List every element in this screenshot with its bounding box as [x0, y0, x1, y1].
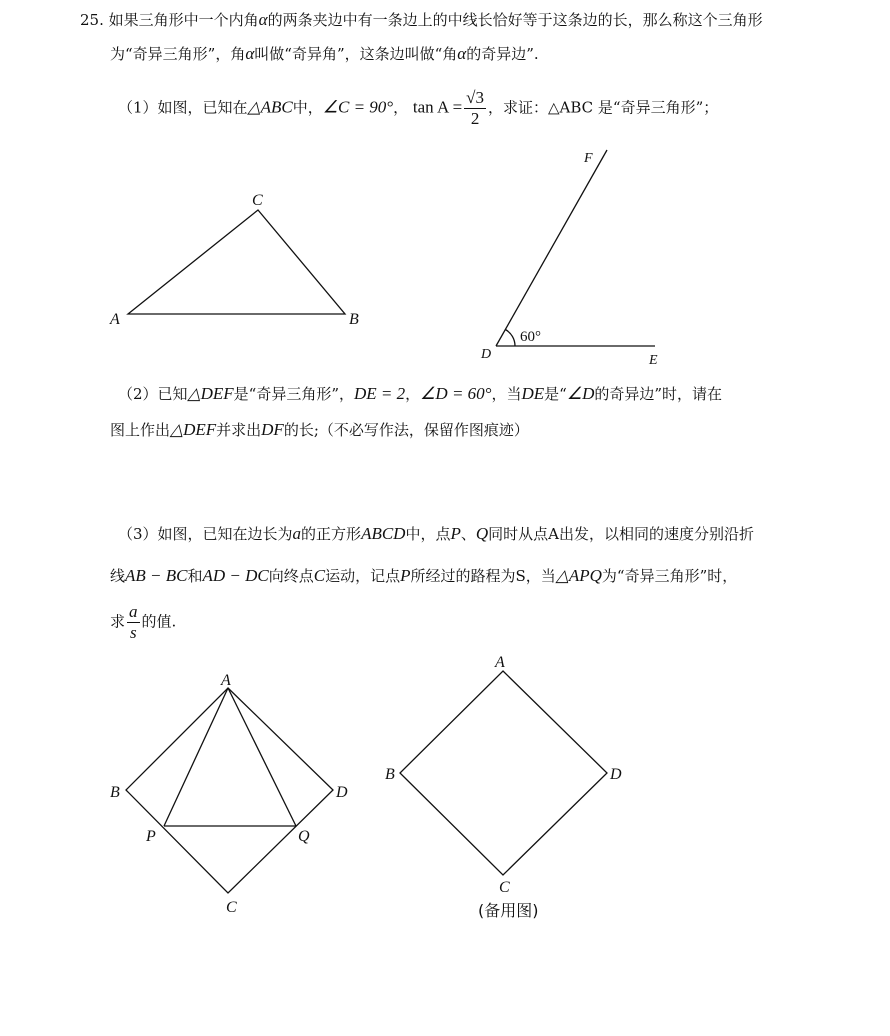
part3-text: 、 [460, 525, 476, 543]
point-p: P [400, 566, 411, 585]
spare-figure-caption: (备用图) [478, 901, 539, 920]
label-d: D [336, 784, 348, 801]
intro-text: 的两条夹边中有一条边上的中线长恰好等于这条边的长，那么称这个三角形 [267, 11, 763, 29]
fraction-denominator: 2 [470, 109, 480, 128]
point-c: C [313, 566, 326, 585]
label-a: A [495, 654, 505, 671]
angle-c-expression: ∠C = 90° [322, 97, 394, 117]
label-d: D [610, 766, 622, 783]
part3-text: （3）如图，已知在边长为 [118, 525, 293, 543]
part3-text: 的值. [141, 612, 177, 631]
label-e: E [649, 353, 658, 368]
part3-text: 所经过的路程为S，当 [410, 567, 556, 585]
part1-label: （1）如图，已知在 [118, 98, 248, 117]
fraction-numerator: a [129, 602, 138, 621]
label-a: A [110, 311, 120, 328]
part3-text: 的正方形 [301, 525, 362, 543]
part2-text: 是“ [544, 385, 567, 403]
triangle-def: △DEF [187, 384, 234, 403]
intro-text: 为“奇异三角形”，角 [110, 45, 246, 63]
label-p: P [146, 828, 156, 845]
alpha-symbol: α [258, 10, 268, 29]
triangle-def: △DEF [170, 420, 217, 439]
ray-df [496, 150, 607, 346]
part3-text: 中，点 [405, 525, 451, 543]
side-a: a [292, 524, 302, 543]
intro-text: 如果三角形中一个内角 [108, 11, 259, 29]
tan-expression: tan A = [412, 97, 463, 117]
part3-text: 向终点 [268, 567, 314, 585]
alpha-symbol: α [245, 44, 255, 63]
label-a: A [221, 672, 231, 689]
angle-d-label: ∠D [566, 384, 595, 403]
part2-text: ， [405, 385, 421, 403]
part1-text: 中， [292, 98, 323, 117]
label-d: D [481, 347, 492, 362]
square-abcd-shape [126, 688, 333, 893]
path-ad-dc: AD − DC [202, 566, 269, 585]
point-q: Q [475, 524, 489, 543]
part3-text: 运动，记点 [325, 567, 401, 585]
part2-text: 并求出 [216, 421, 262, 439]
triangle-apq: △APQ [555, 566, 602, 585]
angle-60-arc [505, 330, 515, 347]
part2-text: 的长;（不必写作法，保留作图痕迹） [283, 421, 529, 439]
part2-text: ，当 [491, 385, 522, 403]
part2-text: 是“奇异三角形”， [233, 385, 355, 403]
df-label: DF [261, 420, 284, 439]
question-number: 25. [80, 11, 104, 29]
label-q: Q [298, 828, 310, 845]
part2-text: （2）已知 [118, 385, 188, 403]
part3-text: 为“奇异三角形”时， [601, 567, 738, 585]
label-b: B [385, 766, 395, 783]
triangle-abc-shape [128, 210, 345, 314]
label-c: C [499, 879, 510, 896]
label-c: C [252, 192, 263, 209]
label-b: B [110, 784, 120, 801]
angle-d-expression: ∠D = 60° [420, 384, 492, 403]
part1-text: ， [393, 98, 409, 117]
part3-text: 线 [110, 567, 126, 585]
label-b: B [349, 311, 359, 328]
path-ab-bc: AB − BC [125, 566, 188, 585]
segment-ap [164, 688, 228, 826]
part3-text: 求 [110, 612, 126, 631]
label-c: C [226, 899, 237, 916]
spare-square-shape [400, 671, 607, 875]
part1-text: ，求证：△ABC 是“奇异三角形”； [488, 98, 719, 117]
part2-text: 的奇异边”时，请在 [594, 385, 723, 403]
part2-text: 图上作出 [110, 421, 171, 439]
fraction-denominator: s [129, 623, 137, 642]
alpha-symbol: α [457, 44, 467, 63]
point-p: P [450, 524, 461, 543]
triangle-abc: △ABC [247, 97, 293, 117]
square-abcd: ABCD [361, 524, 406, 543]
part3-text: 和 [187, 567, 203, 585]
intro-text: 的奇异边”. [466, 45, 539, 63]
de-label: DE [521, 384, 545, 403]
part3-text: 同时从点A出发，以相同的速度分别沿折 [488, 525, 754, 543]
fraction-numerator: √3 [466, 88, 485, 107]
label-f: F [584, 151, 593, 166]
de-expression: DE = 2 [354, 384, 406, 403]
segment-aq [228, 688, 296, 826]
intro-text: 叫做“奇异角”，这条边叫做“角 [254, 45, 458, 63]
angle-60-label: 60° [520, 329, 541, 345]
